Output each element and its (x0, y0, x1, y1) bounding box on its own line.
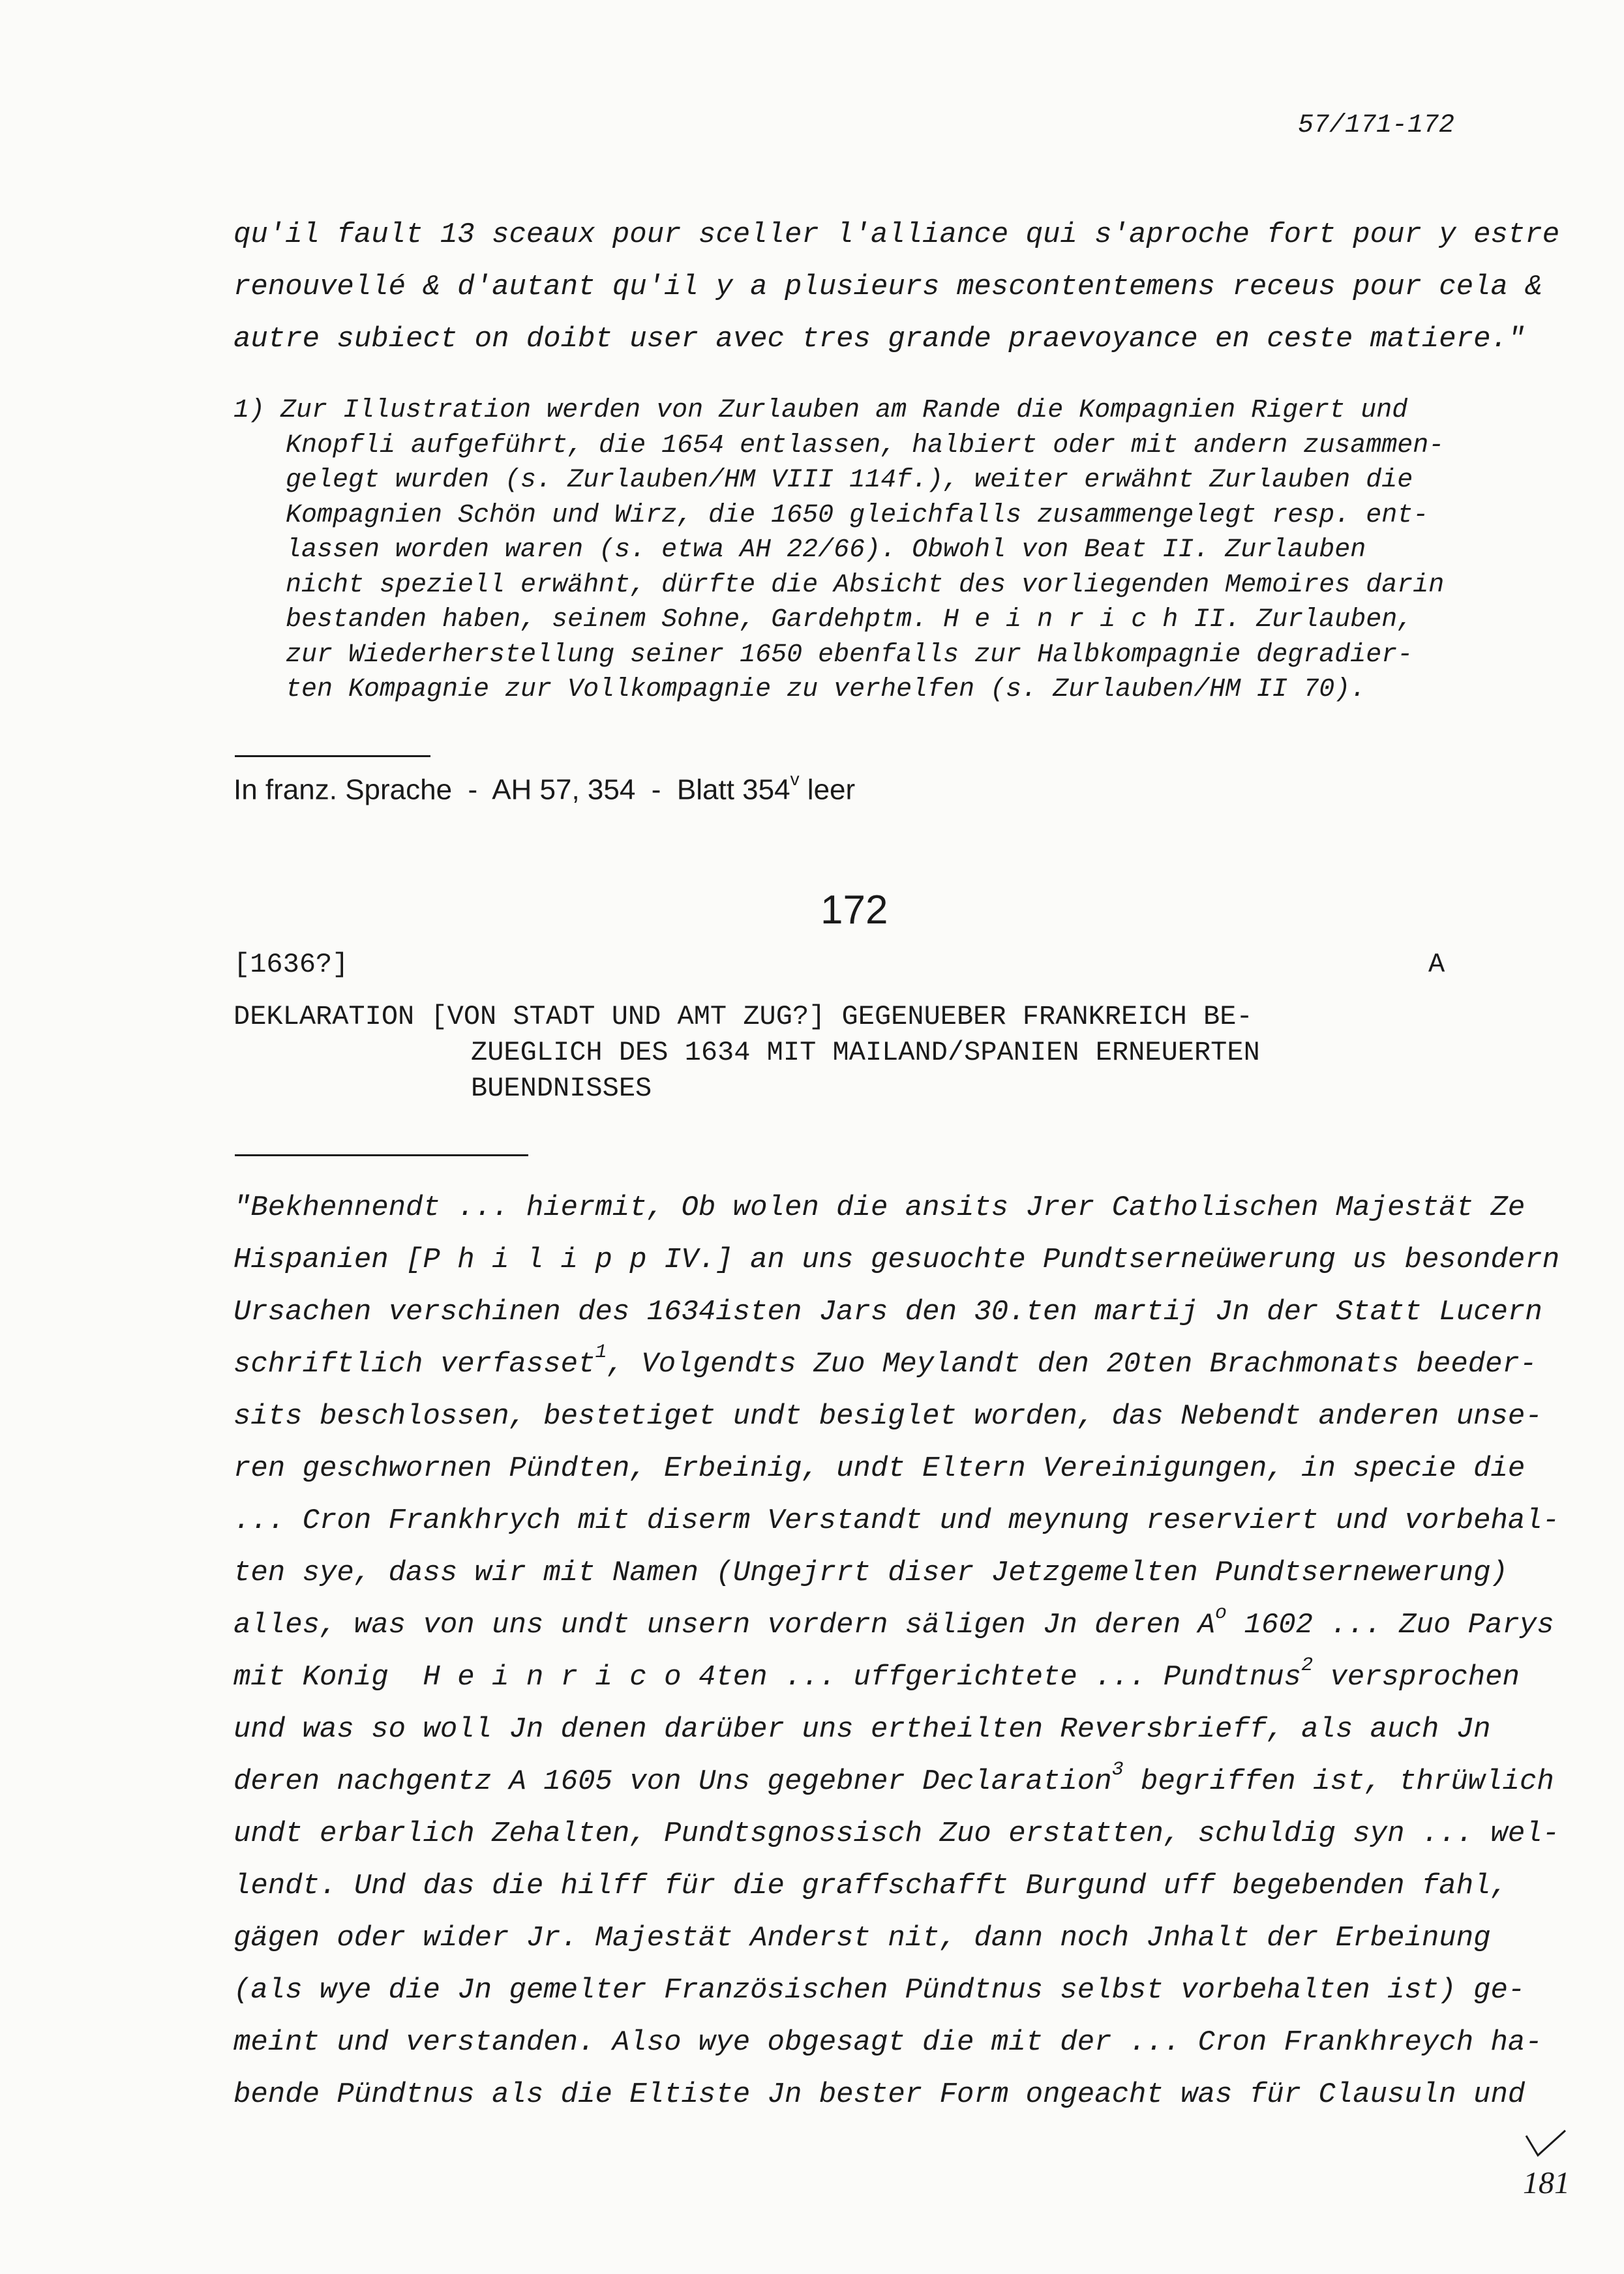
footnote-line: bestanden haben, seinem Sohne, Gardehptm. H e i n r i c h II. Zurlauben, (286, 605, 1413, 635)
text-line: undt erbarlich Zehalten, Pundtsgnossisch Zuo erstatten, schuldig syn ... wel- (233, 1818, 1560, 1850)
text-line: und was so woll Jn denen darüber uns ertheilten Reversbrieff, als auch Jn (233, 1713, 1491, 1746)
text-line: ... Cron Frankhrych mit diserm Verstandt und meynung reserviert und vorbehal- (233, 1504, 1560, 1537)
source-note-tail: leer (799, 773, 856, 806)
body-paragraph (233, 1182, 1560, 2121)
text-line: (als wye die Jn gemelter Französischen Pündtnus selbst vorbehalten ist) ge- (233, 1974, 1526, 2007)
text-line: sits beschlossen, bestetiget undt besiglet worden, das Nebendt anderen unse- (233, 1400, 1542, 1433)
source-note (233, 769, 856, 807)
text-line (233, 1651, 1520, 1703)
text-line: autre subiect on doibt user avec tres grande praevoyance en ceste matiere." (233, 323, 1526, 355)
continuation-paragraph (233, 209, 1560, 365)
source-note-sup: v (790, 769, 800, 789)
title-line: ZUEGLICH DES 1634 MIT MAILAND/SPANIEN ERNEUERTEN (471, 1037, 1260, 1068)
footnote-ref: 2 (1301, 1654, 1314, 1677)
text-segment: versprochen (1313, 1661, 1520, 1694)
footnote-line: ten Kompagnie zur Vollkompagnie zu verhelfen (s. Zurlauben/HM II 70). (286, 675, 1366, 704)
source-note-text: In franz. Sprache - AH 57, 354 - Blatt 354 (233, 773, 790, 806)
document-date: [1636?] (233, 949, 349, 980)
text-line (233, 1599, 1554, 1651)
text-segment: alles, was von uns undt unsern vordern säligen Jn deren A (233, 1609, 1216, 1641)
text-line: gägen oder wider Jr. Majestät Anderst nit, dann noch Jnhalt der Erbeinung (233, 1922, 1491, 1954)
footnote-line: Kompagnien Schön und Wirz, die 1650 gleichfalls zusammengelegt resp. ent- (286, 500, 1429, 530)
text-segment: mit Konig H e i n r i c o 4ten ... uffgerichtete ... Pundtnus (233, 1661, 1302, 1694)
text-line (233, 1338, 1537, 1390)
footnote-line: zur Wiederherstellung seiner 1650 ebenfalls zur Halbkompagnie degradier- (286, 640, 1413, 670)
text-line: bende Pündtnus als die Eltiste Jn bester Form ongeacht was für Clausuln und (233, 2078, 1526, 2111)
checkmark-icon (1520, 2129, 1572, 2162)
document-title (233, 999, 1260, 1107)
text-line: renouvellé & d'autant qu'il y a plusieurs mescontentemens receus pour cela & (233, 271, 1542, 303)
text-line (233, 1756, 1554, 1808)
superscript: o (1215, 1602, 1227, 1624)
text-line: Hispanien [P h i l i p p IV.] an uns gesuochte Pundtserneüwerung us besondern (233, 1244, 1560, 1276)
title-line: BUENDNISSES (471, 1073, 652, 1104)
page-number: 57/171-172 (1298, 111, 1455, 140)
separator-rule (235, 755, 430, 757)
title-line: DEKLARATION [VON STADT UND AMT ZUG?] GEGENUEBER FRANKREICH BE- (233, 1001, 1253, 1032)
text-segment: begriffen ist, thrüwlich (1123, 1765, 1554, 1798)
footnote-line: gelegt wurden (s. Zurlauben/HM VIII 114f.), weiter erwähnt Zurlauben die (286, 466, 1413, 495)
text-line: ten sye, dass wir mit Namen (Ungejrrt diser Jetzgemelten Pundtsernewerung) (233, 1557, 1508, 1589)
text-line: qu'il fault 13 sceaux pour sceller l'alliance qui s'aproche fort pour y estre (233, 218, 1560, 251)
text-segment: , Volgendts Zuo Meylandt den 20ten Brachmonats beeder- (607, 1348, 1537, 1381)
text-line: lendt. Und das die hilff für die graffschafft Burgund uff begebenden fahl, (233, 1870, 1508, 1902)
footnote-line: Knopfli aufgeführt, die 1654 entlassen, halbiert oder mit andern zusammen- (286, 430, 1445, 460)
text-line: meint und verstanden. Also wye obgesagt die mit der ... Cron Frankhreych ha- (233, 2026, 1542, 2059)
footnote-ref: 3 (1111, 1759, 1124, 1781)
text-line: Ursachen verschinen des 1634isten Jars den 30.ten martij Jn der Statt Lucern (233, 1296, 1542, 1328)
text-segment: 1602 ... Zuo Parys (1227, 1609, 1554, 1641)
text-segment: schriftlich verfasset (233, 1348, 595, 1381)
footnote-ref: 1 (595, 1341, 607, 1364)
separator-rule (235, 1154, 528, 1156)
footnote-line: 1) Zur Illustration werden von Zurlauben am Rande die Kompagnien Rigert und (233, 396, 1408, 425)
footnote-line: lassen worden waren (s. etwa AH 22/66). Obwohl von Beat II. Zurlauben (286, 535, 1366, 565)
footnote-line: nicht speziell erwähnt, dürfte die Absicht des vorliegenden Memoires darin (286, 570, 1445, 600)
text-line: ren geschwornen Pündten, Erbeinig, undt Eltern Vereinigungen, in specie die (233, 1452, 1526, 1485)
text-line: "Bekhennendt ... hiermit, Ob wolen die ansits Jrer Catholischen Majestät Ze (233, 1191, 1526, 1224)
document-letter: A (1428, 949, 1445, 980)
document-number: 172 (820, 888, 888, 933)
footnote (233, 393, 1505, 708)
text-segment: deren nachgentz A 1605 von Uns gegebner Declaration (233, 1765, 1112, 1798)
handwritten-page-mark: 181 (1523, 2166, 1570, 2200)
